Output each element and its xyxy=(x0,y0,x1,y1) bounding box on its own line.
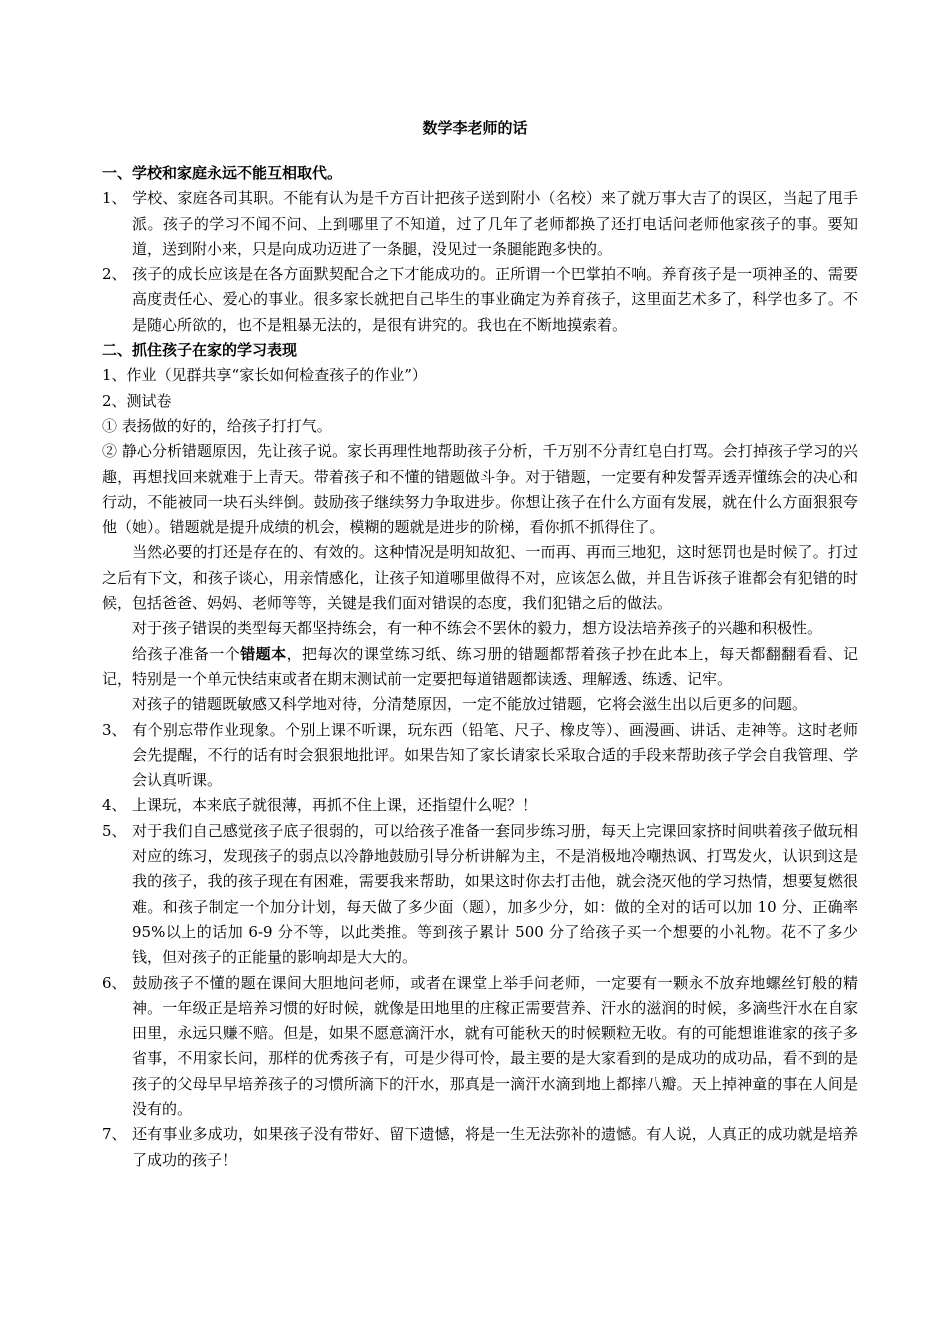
list-number: 6、 xyxy=(102,973,127,992)
list-text: 孩子的成长应该是在各方面默契配合之下才能成功的。正所谓一个巴掌拍不响。养育孩子是一项神圣的、需要高度责任心、爱心的事业。很多家长就把自己毕生的事业确定为养育孩子，这里面艺术多了，科学也多了。不是随心所欲的，也不是粗暴无法的，是很有讲究的。我也在不断地摸索着。 xyxy=(132,265,858,334)
list-number: 2、 xyxy=(102,265,127,284)
list-item xyxy=(102,819,858,971)
section-heading-1: 一、学校和家庭永远不能互相取代。 xyxy=(102,164,343,182)
paragraph-analyze-errors: ② 静心分析错题原因，先让孩子说。家长再理性地帮助孩子分析，千万别不分青红皂白打骂。会打掉孩子学习的兴趣，再想找回来就难于上青天。带着孩子和不懂的错题做斗争。对于错题，一定要有种发誓弄透弄懂练会的决心和行动，不能被同一块石头绊倒。鼓励孩子继续努力争取进步。你想让孩子在什么方面有发展，就在什么方面狠狠夸他（她）。错题就是提升成绩的机会，模糊的题就是进步的阶梯，看你抓不抓得住了。 xyxy=(102,442,858,537)
list-text: 对于我们自己感觉孩子底子很弱的，可以给孩子准备一套同步练习册，每天上完课回家挤时间哄着孩子做玩相对应的练习，发现孩子的弱点以冷静地鼓励引导分析讲解为主，不是消极地冷嘲热讽、打骂发火，认识到这是我的孩子，我的孩子现在有困难，需要我来帮助，如果这时你去打击他，就会浇灭他的学习热情，想要复燃很难。和孩子制定一个加分计划，每天做了多少面（题），加多少分，如：做的全对的话可以加 10 分、正确率 95%以上的话加 6-9 分不等，以此类推。等到孩子累计 500 分了给孩子买一个想要的小礼物。花不了多少钱，但对孩子的正能量的影响却是大大的。 xyxy=(132,821,858,967)
list-item xyxy=(102,971,858,1123)
document-body xyxy=(102,161,858,1173)
list-text: 还有事业多成功，如果孩子没有带好、留下遗憾，将是一生无法弥补的遗憾。有人说，人真正的成功就是培养了成功的孩子！ xyxy=(132,1125,858,1169)
list-number: 1、 xyxy=(102,189,127,208)
list-text: 上课玩，本来底子就很薄，再抓不住上课，还指望什么呢？！ xyxy=(132,796,538,815)
text-run: ，把每次的课堂练习纸、练习册的错题都帮着孩子抄在此本上，每天都翻翻看看、记记，特别是一个单元快结束或者在期末测试前一定要把每道错题都读透、理解透、练透、记牢。 xyxy=(102,644,858,688)
list-number: 4、 xyxy=(102,796,127,815)
paragraph-error-notebook xyxy=(102,642,858,693)
list-number: 7、 xyxy=(102,1125,127,1144)
paragraph-punishment: 当然必要的打还是存在的、有效的。这种情况是明知故犯、一而再、再而三地犯，这时惩罚也是时候了。打过之后有下文，和孩子谈心，用亲情感化，让孩子知道哪里做得不对，应该怎么做，并且告诉孩子谁都会有犯错的时候，包括爸爸、妈妈、老师等等，关键是我们面对错误的态度，我们犯错之后的做法。 xyxy=(102,543,858,613)
keyword-error-notebook: 错题本 xyxy=(240,644,287,663)
paragraph-homework: 1、作业（见群共享“家长如何检查孩子的作业”） xyxy=(102,366,427,385)
text-run: 给孩子准备一个 xyxy=(132,644,241,663)
list-number: 3、 xyxy=(102,720,127,739)
list-text: 学校、家庭各司其职。不能有认为是千方百计把孩子送到附小（名校）来了就万事大吉了的误区，当起了甩手派。孩子的学习不闻不问、上到哪里了不知道，过了几年了老师都换了还打电话问老师他家孩子的事。要知道，送到附小来，只是向成功迈进了一条腿，没见过一条腿能跑多快的。 xyxy=(132,189,858,258)
paragraph-treat-errors: 对孩子的错题既敏感又科学地对待，分清楚原因，一定不能放过错题，它将会滋生出以后更多的问题。 xyxy=(132,695,808,714)
list-text: 鼓励孩子不懂的题在课间大胆地问老师，或者在课堂上举手问老师，一定要有一颗永不放弃地螺丝钉般的精神。一年级正是培养习惯的好时候，就像是田地里的庄稼正需要营养、汗水的滋润的时候，多滴些汗水在自家田里，永远只赚不赔。但是，如果不愿意滴汗水，就有可能秋天的时候颗粒无收。有的可能想谁谁家的孩子多省事，不用家长问，那样的优秀孩子有，可是少得可怜，最主要的是大家看到的是成功的成功品，看不到的是孩子的父母早早培养孩子的习惯所滴下的汗水，那真是一滴汗水滴到地上都摔八瓣。天上掉神童的事在人间是没有的。 xyxy=(132,973,858,1118)
list-item xyxy=(102,262,858,338)
list-item xyxy=(102,1122,858,1173)
list-number: 5、 xyxy=(102,821,127,840)
list-item xyxy=(102,718,858,794)
paragraph-test-paper: 2、测试卷 xyxy=(102,391,172,410)
paragraph-praise: ① 表扬做的好的，给孩子打打气。 xyxy=(102,416,332,435)
paragraph-practice: 对于孩子错误的类型每天都坚持练会，有一种不练会不罢休的毅力，想方设法培养孩子的兴趣和积极性。 xyxy=(132,619,823,638)
page-title: 数学李老师的话 xyxy=(422,119,528,137)
section-heading-2: 二、抓住孩子在家的学习表现 xyxy=(102,341,298,360)
list-text: 有个别忘带作业现象。个别上课不听课，玩东西（铅笔、尺子、橡皮等）、画漫画、讲话、走神等。这时老师会先提醒，不行的话有时会狠狠地批评。如果告知了家长请家长采取合适的手段来帮助孩子学会自我管理、学会认真听课。 xyxy=(132,720,858,790)
list-item xyxy=(102,793,858,818)
list-item xyxy=(102,186,858,262)
